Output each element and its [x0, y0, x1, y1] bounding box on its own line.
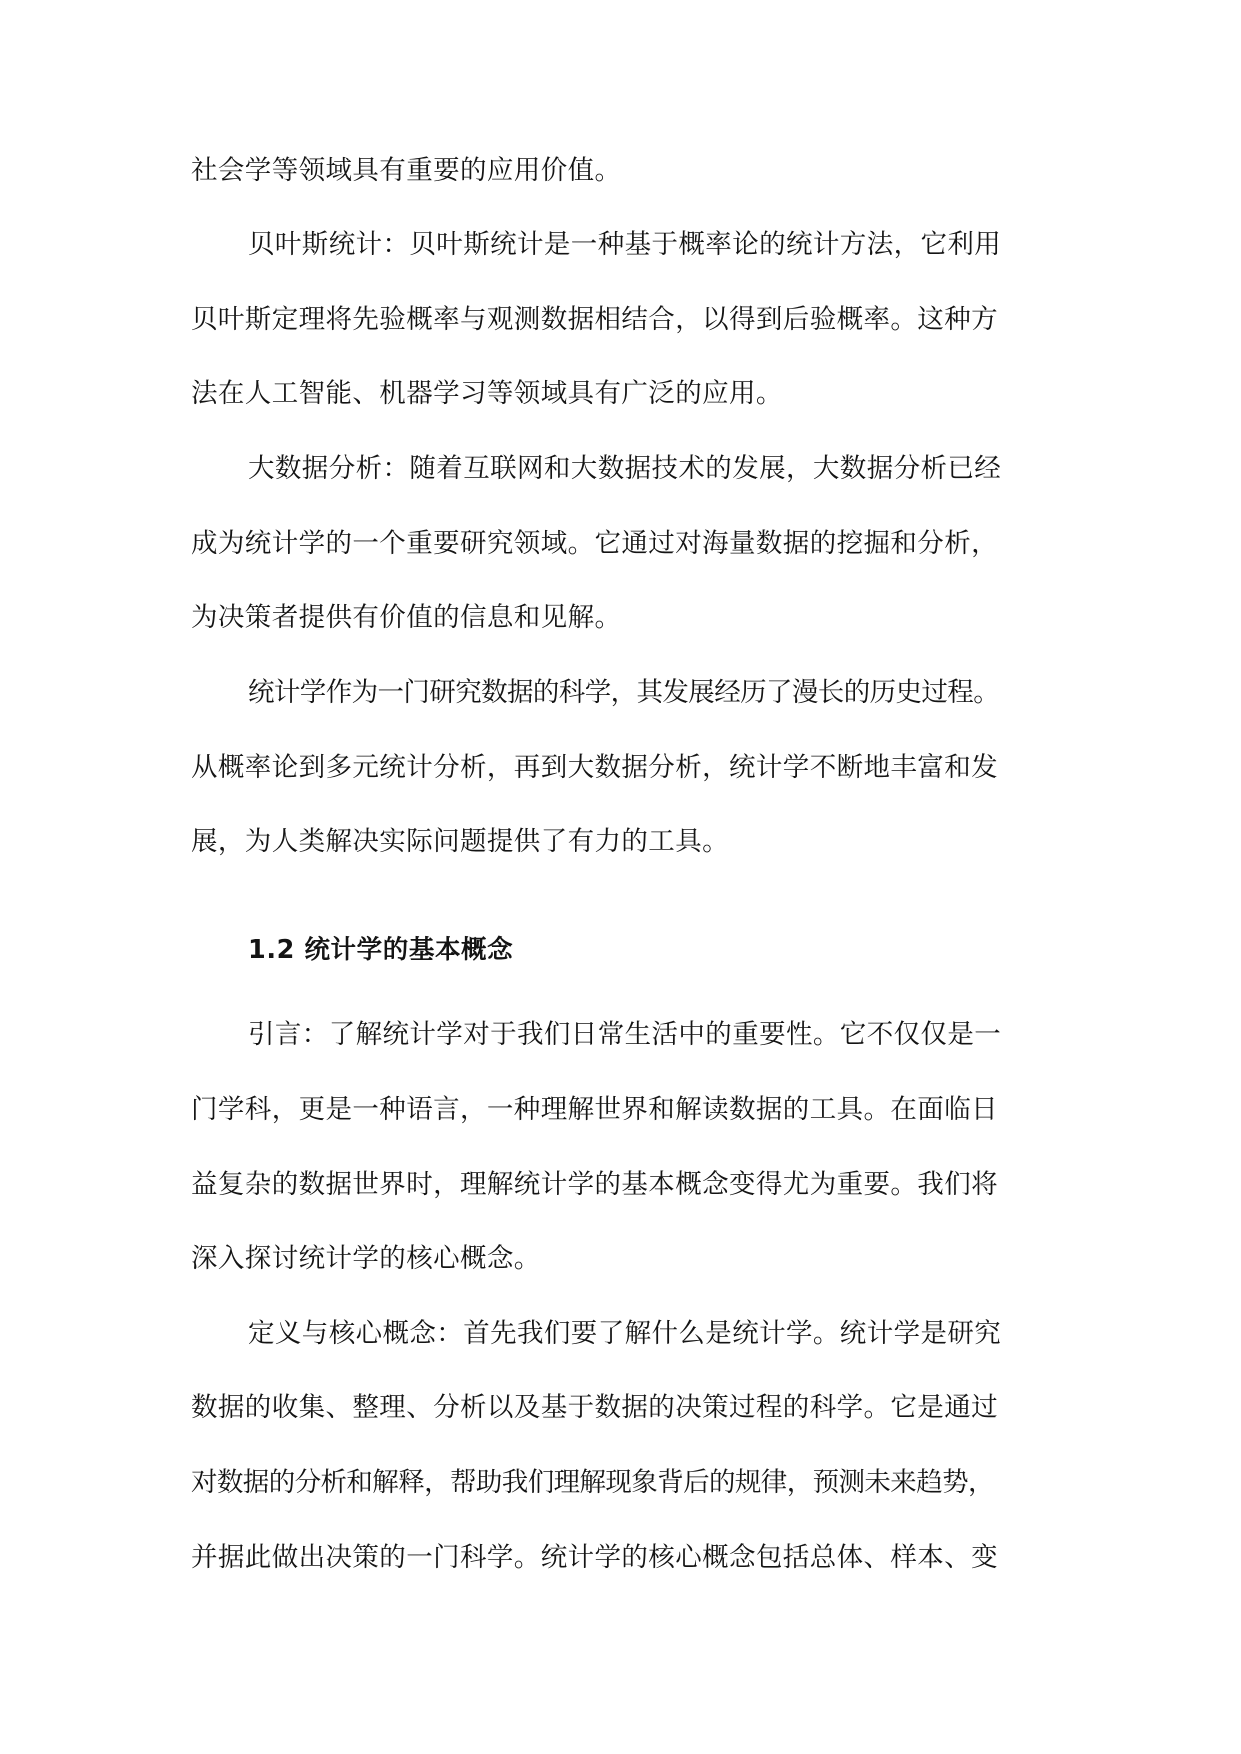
text-line: 成为统计学的一个重要研究领域。它通过对海量数据的挖掘和分析，: [191, 528, 998, 559]
paragraph-first-line: 统计学作为一门研究数据的科学，其发展经历了漫长的历史过程。: [248, 677, 1000, 708]
text-line: 数据的收集、整理、分析以及基于数据的决策过程的科学。它是通过: [191, 1392, 998, 1423]
text-line: 贝叶斯定理将先验概率与观测数据相结合，以得到后验概率。这种方: [191, 304, 998, 335]
section-heading: 1.2 统计学的基本概念: [248, 935, 514, 965]
paragraph-first-line: 定义与核心概念：首先我们要了解什么是统计学。统计学是研究: [248, 1318, 1002, 1349]
text-line: 并据此做出决策的一门科学。统计学的核心概念包括总体、样本、变: [191, 1542, 998, 1573]
text-line: 益复杂的数据世界时，理解统计学的基本概念变得尤为重要。我们将: [191, 1169, 998, 1200]
paragraph-first-line: 贝叶斯统计：贝叶斯统计是一种基于概率论的统计方法，它利用: [248, 229, 1002, 260]
text-line: 对数据的分析和解释，帮助我们理解现象背后的规律，预测未来趋势，: [191, 1467, 994, 1498]
paragraph-first-line: 大数据分析：随着互联网和大数据技术的发展，大数据分析已经: [248, 453, 1002, 484]
text-line: 为决策者提供有价值的信息和见解。: [191, 602, 622, 633]
text-line: 深入探讨统计学的核心概念。: [191, 1243, 541, 1274]
text-line: 社会学等领域具有重要的应用价值。: [191, 155, 622, 186]
text-line: 法在人工智能、机器学习等领域具有广泛的应用。: [191, 378, 783, 409]
text-line: 展，为人类解决实际问题提供了有力的工具。: [191, 826, 729, 857]
paragraph-first-line: 引言：了解统计学对于我们日常生活中的重要性。它不仅仅是一: [248, 1019, 1002, 1050]
text-line: 门学科，更是一种语言，一种理解世界和解读数据的工具。在面临日: [191, 1094, 998, 1125]
text-line: 从概率论到多元统计分析，再到大数据分析，统计学不断地丰富和发: [191, 752, 998, 783]
